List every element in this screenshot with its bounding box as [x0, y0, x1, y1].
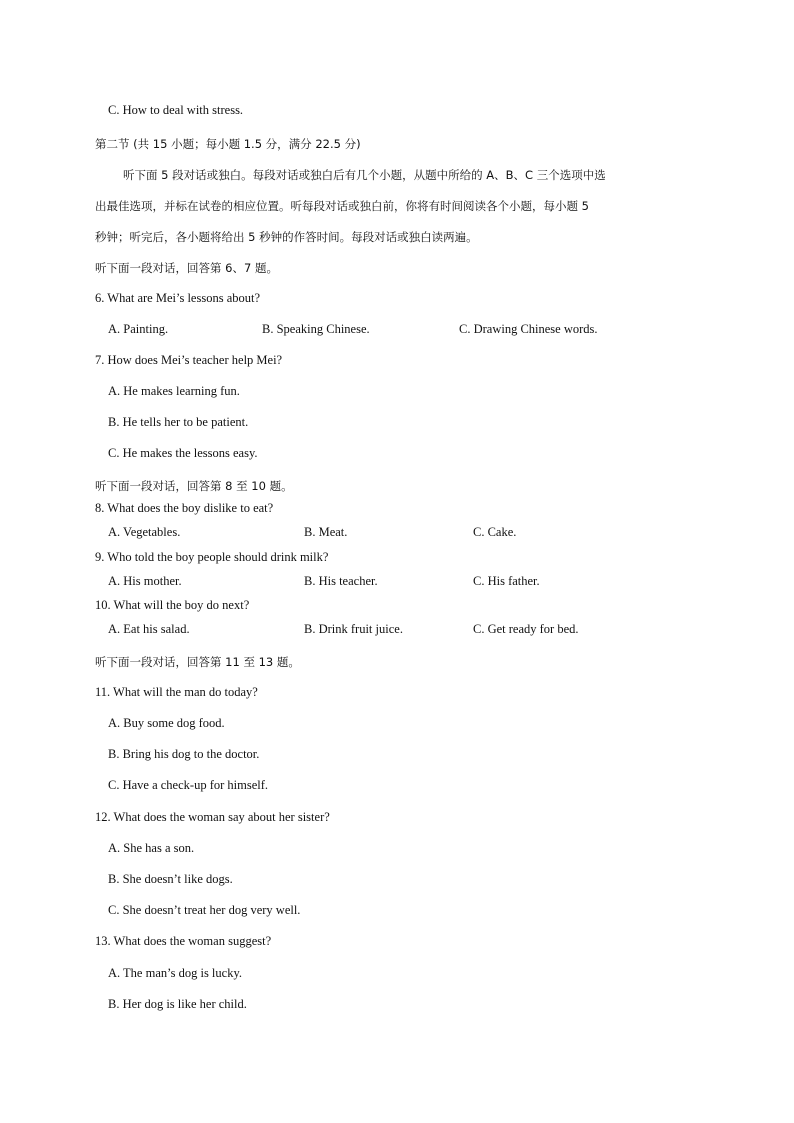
- question-10: 10. What will the boy do next?: [95, 598, 250, 612]
- instructions-line-3: 秒钟；听完后，各小题将给出 5 秒钟的作答时间。每段对话或独白读两遍。: [95, 230, 478, 244]
- question-11: 11. What will the man do today?: [95, 685, 258, 699]
- q7-option-a: A. He makes learning fun.: [108, 384, 240, 398]
- q6-option-c: C. Drawing Chinese words.: [459, 322, 598, 336]
- q7-option-b: B. He tells her to be patient.: [108, 415, 249, 429]
- dialog-heading-3: 听下面一段对话，回答第 11 至 13 题。: [95, 655, 300, 669]
- q13-option-b: B. Her dog is like her child.: [108, 997, 247, 1011]
- question-7: 7. How does Mei’s teacher help Mei?: [95, 353, 283, 367]
- q8-option-b: B. Meat.: [304, 525, 348, 539]
- q10-option-b: B. Drink fruit juice.: [304, 622, 403, 636]
- question-13: 13. What does the woman suggest?: [95, 934, 272, 948]
- section-heading: 第二节 (共 15 小题；每小题 1.5 分，满分 22.5 分): [95, 137, 361, 151]
- question-9: 9. Who told the boy people should drink milk?: [95, 550, 329, 564]
- dialog-heading-1: 听下面一段对话，回答第 6、7 题。: [95, 261, 278, 275]
- q6-option-b: B. Speaking Chinese.: [262, 322, 370, 336]
- q12-option-a: A. She has a son.: [108, 841, 195, 855]
- q12-option-c: C. She doesn’t treat her dog very well.: [108, 903, 301, 917]
- question-8: 8. What does the boy dislike to eat?: [95, 501, 274, 515]
- question-12: 12. What does the woman say about her sister?: [95, 810, 330, 824]
- q10-option-a: A. Eat his salad.: [108, 622, 190, 636]
- q6-option-a: A. Painting.: [108, 322, 169, 336]
- q8-option-c: C. Cake.: [473, 525, 517, 539]
- q9-option-a: A. His mother.: [108, 574, 182, 588]
- q13-option-a: A. The man’s dog is lucky.: [108, 966, 243, 980]
- dialog-heading-2: 听下面一段对话，回答第 8 至 10 题。: [95, 479, 293, 493]
- q11-option-a: A. Buy some dog food.: [108, 716, 225, 730]
- q7-option-c: C. He makes the lessons easy.: [108, 446, 258, 460]
- q9-option-c: C. His father.: [473, 574, 540, 588]
- q5-option-c: C. How to deal with stress.: [108, 103, 244, 117]
- question-6: 6. What are Mei’s lessons about?: [95, 291, 261, 305]
- q8-option-a: A. Vegetables.: [108, 525, 181, 539]
- q11-option-c: C. Have a check-up for himself.: [108, 778, 269, 792]
- instructions-line-2: 出最佳选项，并标在试卷的相应位置。听每段对话或独白前，你将有时间阅读各个小题，每小题 5: [95, 199, 589, 213]
- q12-option-b: B. She doesn’t like dogs.: [108, 872, 233, 886]
- q9-option-b: B. His teacher.: [304, 574, 378, 588]
- q11-option-b: B. Bring his dog to the doctor.: [108, 747, 260, 761]
- instructions-line-1: 听下面 5 段对话或独白。每段对话或独白后有几个小题，从题中所给的 A、B、C 三个选项中选: [123, 168, 606, 182]
- q10-option-c: C. Get ready for bed.: [473, 622, 579, 636]
